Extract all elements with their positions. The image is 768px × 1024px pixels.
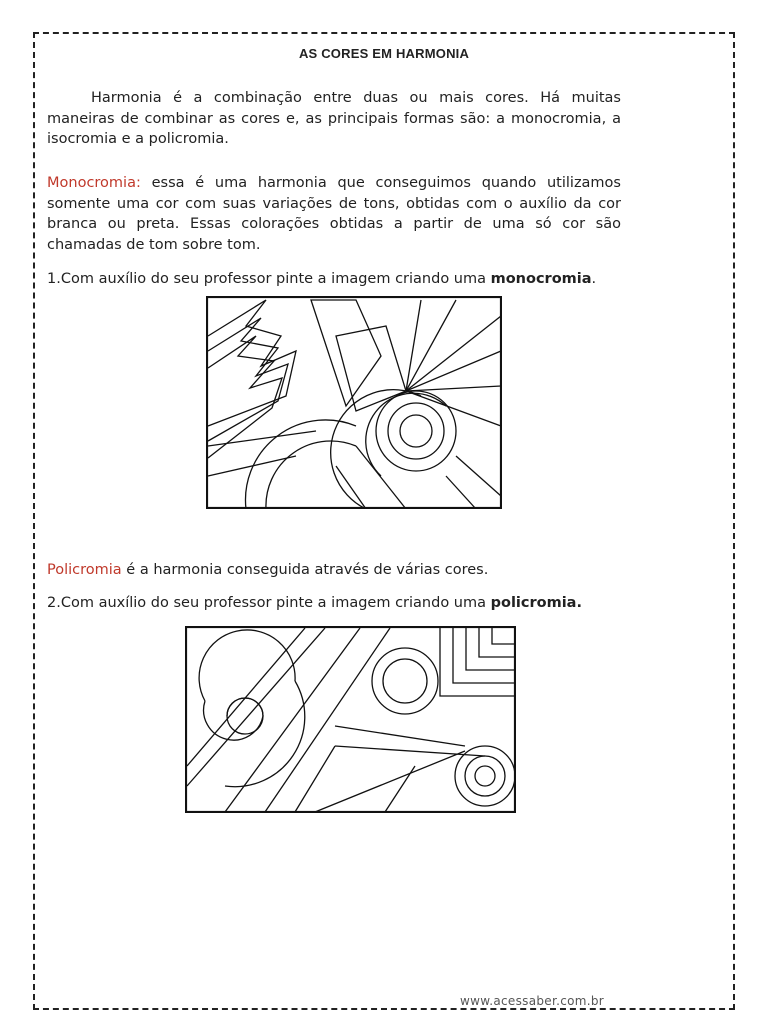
exercise-1-end: . (591, 271, 597, 287)
policromia-term: Policromia (47, 562, 122, 578)
exercise-1-text: 1.Com auxílio do seu professor pinte a imagem criando uma (47, 271, 491, 287)
intro-paragraph: Harmonia é a combinação entre duas ou mais cores. Há muitas maneiras de combinar as cores e, as principais formas são: a monocromia, a isocromia e a policromia. (47, 90, 621, 147)
policromia-coloring-image (185, 626, 516, 813)
footer-website: www.acessaber.com.br (460, 994, 604, 1008)
exercise-2 (47, 593, 621, 614)
exercise-2-text: 2.Com auxílio do seu professor pinte a imagem criando uma (47, 595, 491, 611)
exercise-2-bold: policromia. (490, 595, 582, 611)
monocromia-coloring-image (206, 296, 502, 509)
monocromia-text: essa é uma harmonia que conseguimos quando utilizamos somente uma cor com suas variações de tons, obtidas com o auxílio da cor branca ou preta. Essas colorações obtidas a partir de uma só cor são chamadas de tom sobre tom. (47, 175, 621, 253)
page-title: AS CORES EM HARMONIA (298, 46, 470, 61)
monocromia-paragraph (47, 173, 621, 255)
policromia-text: é a harmonia conseguida através de várias cores. (121, 562, 489, 578)
monocromia-term: Monocromia: (47, 175, 141, 191)
exercise-1-bold: monocromia (490, 271, 592, 287)
exercise-1 (47, 266, 621, 293)
policromia-paragraph (47, 560, 621, 581)
